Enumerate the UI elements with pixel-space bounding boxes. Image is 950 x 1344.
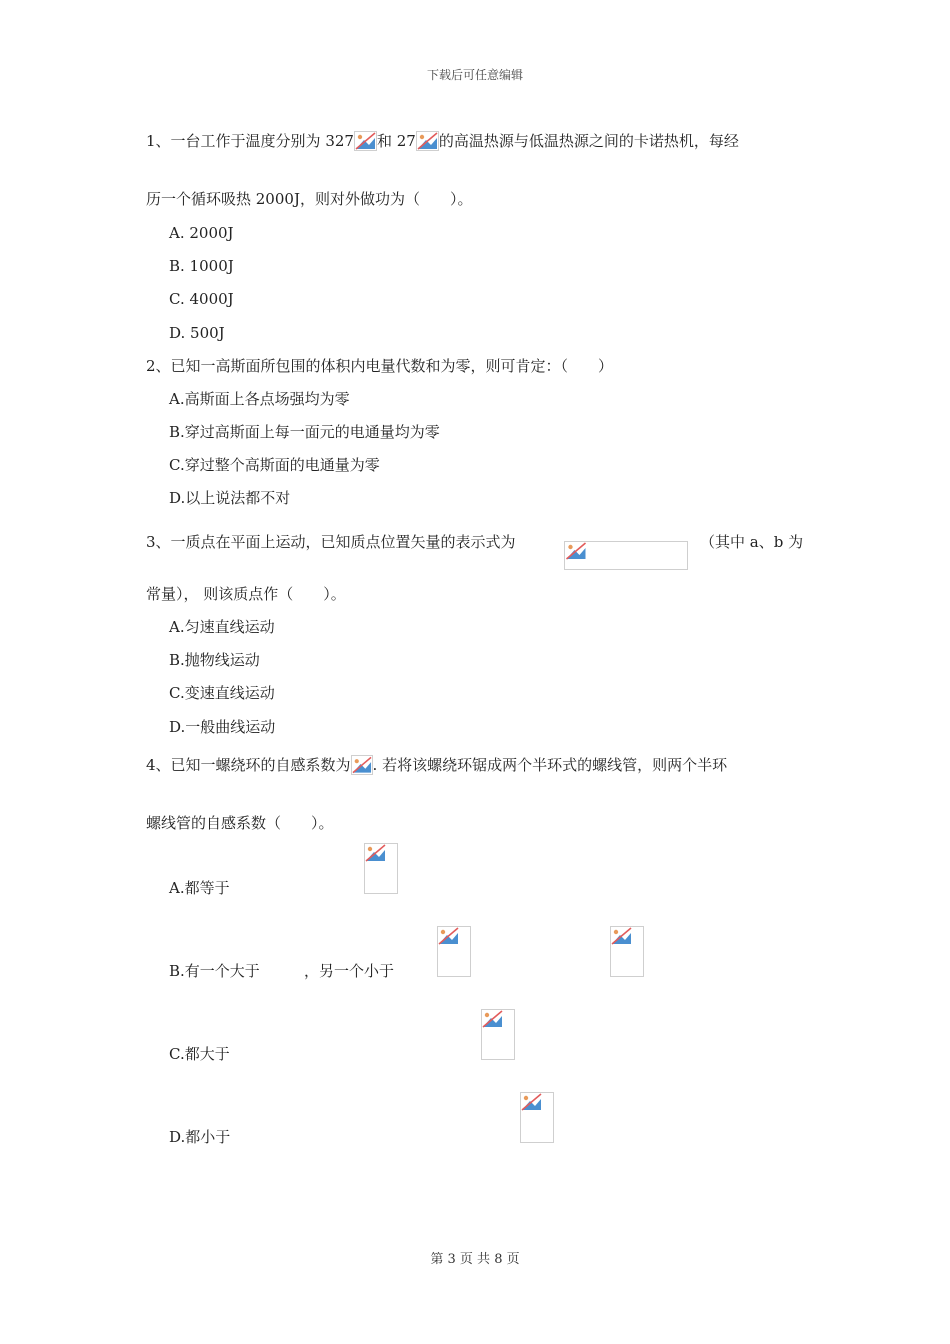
broken-image-icon bbox=[481, 1009, 515, 1060]
q2-option-b: B.穿过高斯面上每一面元的电通量均为零 bbox=[169, 423, 440, 441]
q4-option-b-text-2: ，另一个小于 bbox=[304, 962, 395, 980]
broken-image-icon bbox=[610, 926, 644, 977]
page-header: 下载后可任意编辑 bbox=[426, 68, 523, 82]
q4-text-1: 4、已知一螺绕环的自感系数为 bbox=[146, 756, 351, 774]
q4-option-b-text-1: B.有一个大于 bbox=[169, 962, 260, 980]
q2-option-a: A.高斯面上各点场强均为零 bbox=[169, 390, 350, 408]
q3-option-d: D.一般曲线运动 bbox=[169, 718, 276, 736]
q1-text-2: 和 27 bbox=[376, 132, 416, 150]
q4-stem-line1 bbox=[146, 755, 727, 775]
q4-option-a: A.都等于 bbox=[169, 879, 230, 897]
q1-stem-line1 bbox=[146, 131, 739, 151]
q2-option-c: C.穿过整个高斯面的电通量为零 bbox=[169, 456, 380, 474]
broken-image-icon bbox=[416, 131, 439, 151]
q3-stem-line1-tail: （其中 a、b 为 bbox=[700, 533, 804, 551]
broken-image-icon bbox=[364, 843, 398, 894]
broken-image-icon bbox=[354, 131, 377, 151]
q3-stem-line2: 常量）， 则该质点作（ ）。 bbox=[146, 585, 346, 603]
broken-image-icon bbox=[520, 1092, 554, 1143]
q1-text-3: 的高温热源与低温热源之间的卡诺热机，每经 bbox=[438, 132, 739, 150]
q2-option-d: D.以上说法都不对 bbox=[169, 489, 291, 507]
q3-stem-line1-text: 3、一质点在平面上运动，已知质点位置矢量的表示式为 bbox=[146, 533, 516, 551]
q1-text-1: 1、一台工作于温度分别为 327 bbox=[146, 132, 354, 150]
q1-option-a: A. 2000J bbox=[169, 224, 234, 242]
q1-option-c: C. 4000J bbox=[169, 290, 234, 308]
q1-option-b: B. 1000J bbox=[169, 257, 234, 275]
q4-option-c: C.都大于 bbox=[169, 1045, 230, 1063]
q3-option-a: A.匀速直线运动 bbox=[169, 618, 275, 636]
q4-stem-line2: 螺线管的自感系数（ ）。 bbox=[146, 814, 334, 832]
q4-text-2: . 若将该螺绕环锯成两个半环式的螺线管，则两个半环 bbox=[372, 756, 728, 774]
q1-stem-line2: 历一个循环吸热 2000J，则对外做功为（ ）。 bbox=[146, 190, 473, 208]
broken-image-icon bbox=[351, 755, 373, 775]
q3-option-b: B.抛物线运动 bbox=[169, 651, 260, 669]
q1-option-d: D. 500J bbox=[169, 324, 225, 342]
broken-image-icon bbox=[437, 926, 471, 977]
q2-stem: 2、已知一高斯面所包围的体积内电量代数和为零，则可肯定：（ ） bbox=[146, 357, 614, 375]
q3-option-c: C.变速直线运动 bbox=[169, 684, 275, 702]
q4-option-d: D.都小于 bbox=[169, 1128, 231, 1146]
page-footer: 第 3 页 共 8 页 bbox=[430, 1252, 520, 1267]
formula-image-placeholder bbox=[564, 541, 688, 570]
